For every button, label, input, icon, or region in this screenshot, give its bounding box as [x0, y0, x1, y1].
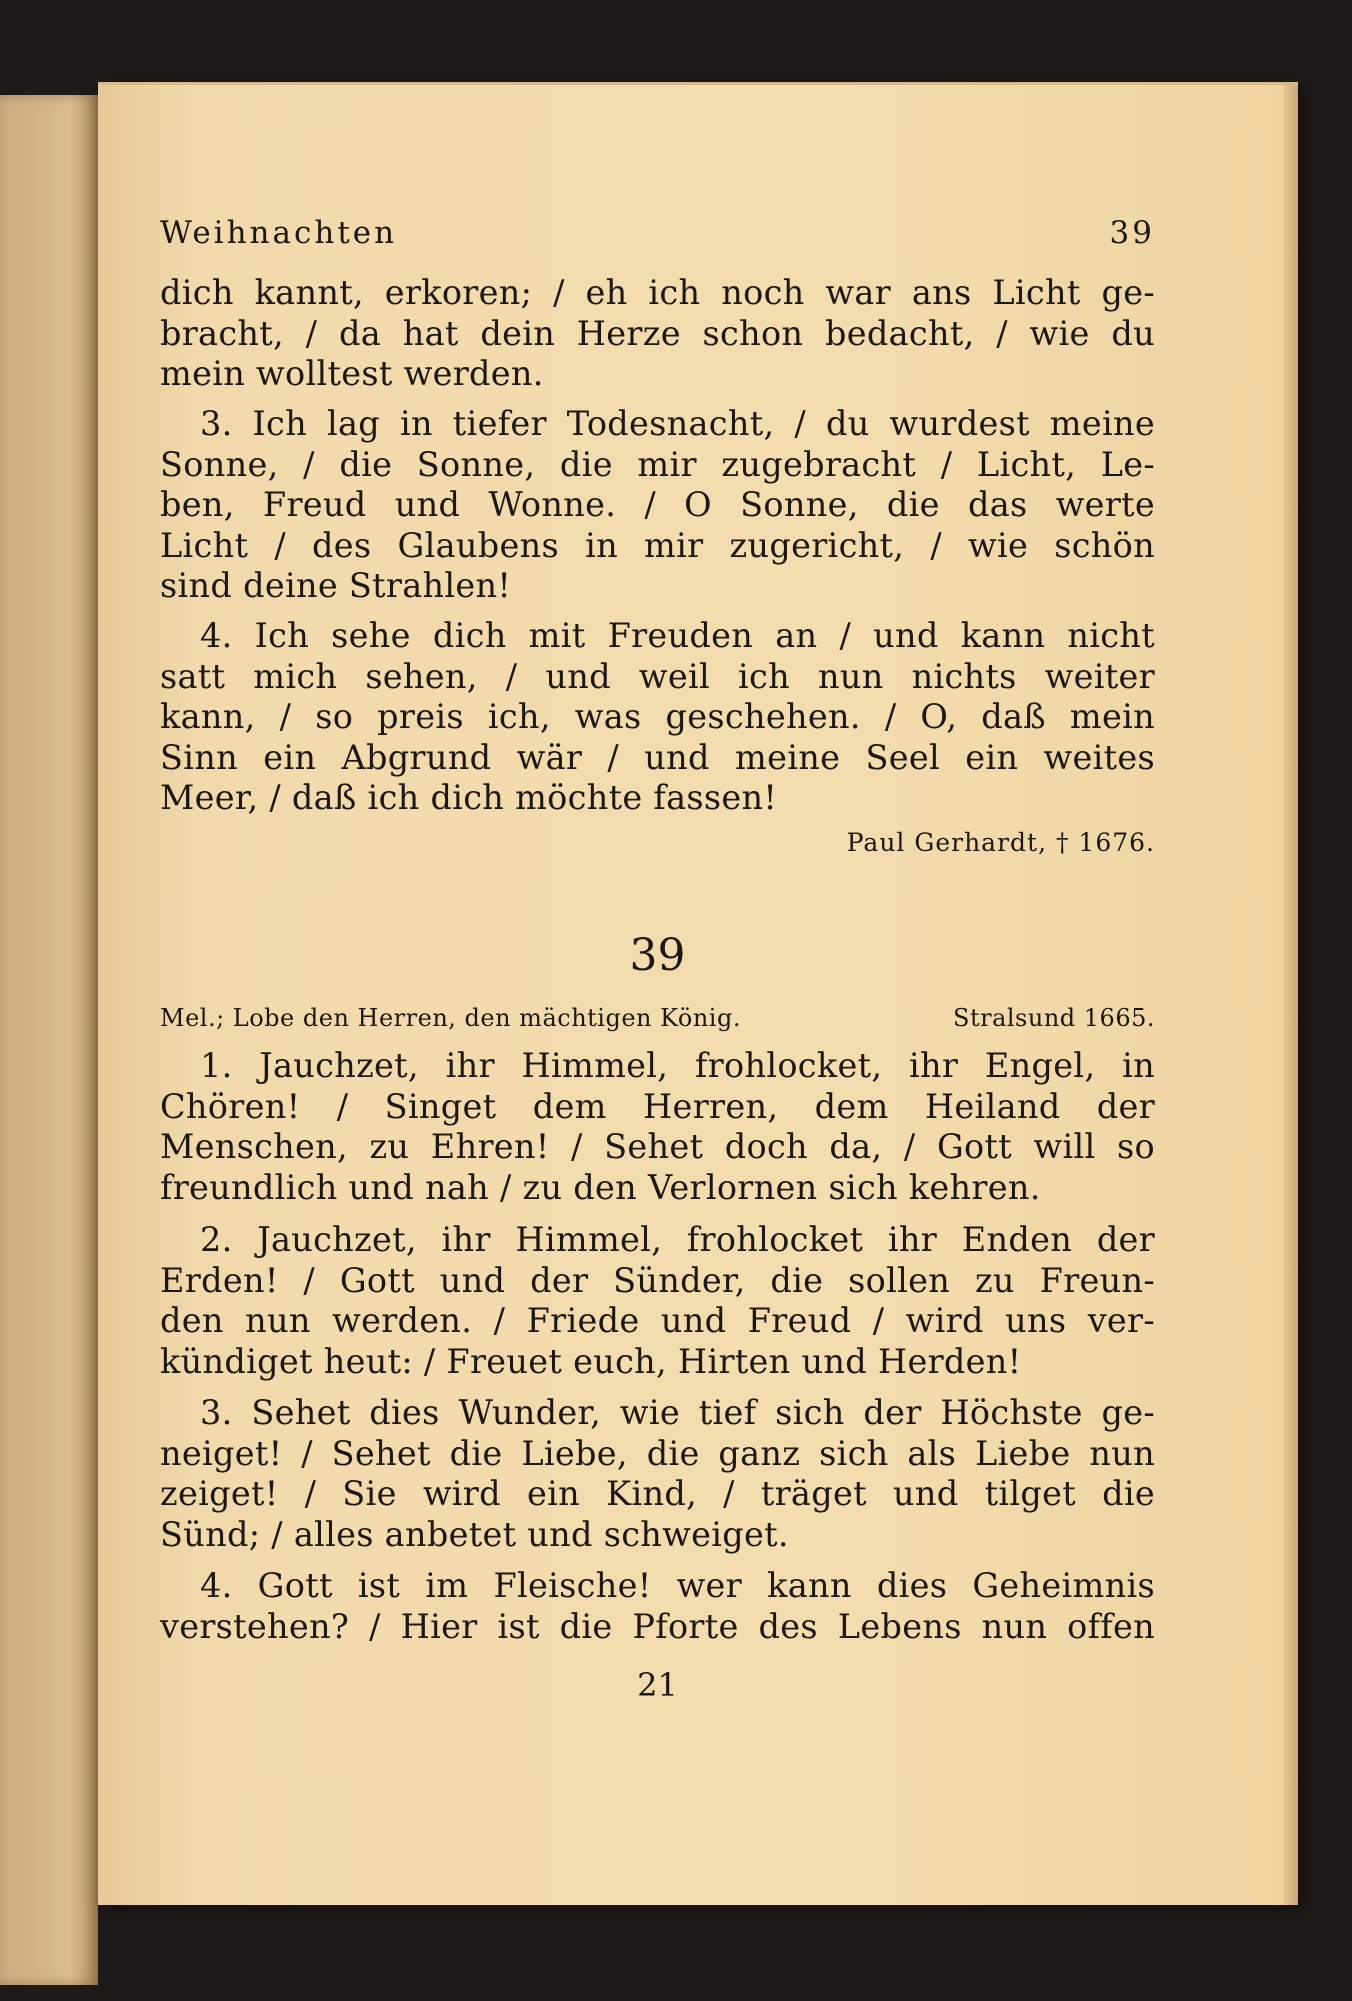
text-line: Sonne, / die Sonne, die mir zugebracht / Licht, Le-	[160, 444, 1155, 484]
hymn-39-verse-4	[160, 1566, 1155, 1647]
text-line: den nun werden. / Friede und Freud / wird uns ver-	[160, 1301, 1155, 1341]
text-line: 4. Ich sehe dich mit Freuden an / und kann nicht	[200, 616, 1155, 655]
hymn-number-header: 39	[1109, 215, 1155, 251]
text-line: Sinn ein Abgrund wär / und meine Seel ein weites	[160, 737, 1155, 777]
melody-reference: Mel.; Lobe den Herren, den mächtigen König.	[160, 1004, 741, 1032]
text-line: Menschen, zu Ehren! / Sehet doch da, / Gott will so	[160, 1127, 1155, 1167]
hymn-number: 39	[629, 930, 686, 981]
text-line: sind deine Strahlen!	[160, 566, 512, 606]
text-line: verstehen? / Hier ist die Pforte des Lebens nun offen	[160, 1606, 1155, 1646]
text-line: zeiget! / Sie wird ein Kind, / träget und tilget die	[160, 1474, 1155, 1514]
text-line: 4. Gott ist im Fleische! wer kann dies Geheimnis	[200, 1566, 1155, 1605]
page-number: 21	[637, 1666, 678, 1704]
melody-source: Stralsund 1665.	[953, 1004, 1155, 1032]
text-line: 2. Jauchzet, ihr Himmel, frohlocket ihr Enden der	[200, 1220, 1155, 1259]
text-line: bracht, / da hat dein Herze schon bedacht, / wie du	[160, 313, 1155, 353]
text-line: satt mich sehen, / und weil ich nun nichts weiter	[160, 656, 1155, 696]
hymn-38-verse-2-end	[160, 273, 1155, 395]
text-line: Licht / des Glaubens in mir zugericht, / wie schön	[160, 525, 1155, 565]
text-line: 1. Jauchzet, ihr Himmel, frohlocket, ihr Engel, in	[200, 1046, 1155, 1085]
running-head	[160, 215, 1155, 255]
text-line: Chören! / Singet dem Herren, dem Heiland der	[160, 1086, 1155, 1126]
text-line: mein wolltest werden.	[160, 354, 544, 394]
melody-line	[160, 1004, 1155, 1032]
page-fore-edge	[1284, 85, 1298, 1905]
hymn-39-verse-2	[160, 1220, 1155, 1382]
text-line: freundlich und nah / zu den Verlornen sich kehren.	[160, 1167, 1041, 1207]
text-line: Erden! / Gott und der Sünder, die sollen zu Freun-	[160, 1260, 1155, 1300]
text-line: dich kannt, erkoren; / eh ich noch war ans Licht ge-	[160, 273, 1155, 312]
text-line: Sünd; / alles anbetet und schweiget.	[160, 1514, 789, 1554]
text-line: kann, / so preis ich, was geschehen. / O, daß mein	[160, 697, 1155, 737]
text-line: 3. Sehet dies Wunder, wie tief sich der Höchste ge-	[200, 1393, 1155, 1432]
author-attribution: Paul Gerhardt, † 1676.	[846, 828, 1155, 857]
text-line: kündiget heut: / Freuet euch, Hirten und Herden!	[160, 1341, 1022, 1381]
text-line: 3. Ich lag in tiefer Todesnacht, / du wurdest meine	[200, 404, 1155, 443]
section-title: Weihnachten	[160, 215, 398, 251]
text-line: Meer, / daß ich dich möchte fassen!	[160, 778, 778, 818]
text-line: neiget! / Sehet die Liebe, die ganz sich als Liebe nun	[160, 1433, 1155, 1473]
text-line: ben, Freud und Wonne. / O Sonne, die das werte	[160, 485, 1155, 525]
hymn-39-verse-3	[160, 1393, 1155, 1555]
facing-page-edge	[0, 95, 98, 1985]
hymn-38-verse-3	[160, 404, 1155, 607]
hymn-39-verse-1	[160, 1046, 1155, 1208]
hymn-38-verse-4	[160, 616, 1155, 819]
